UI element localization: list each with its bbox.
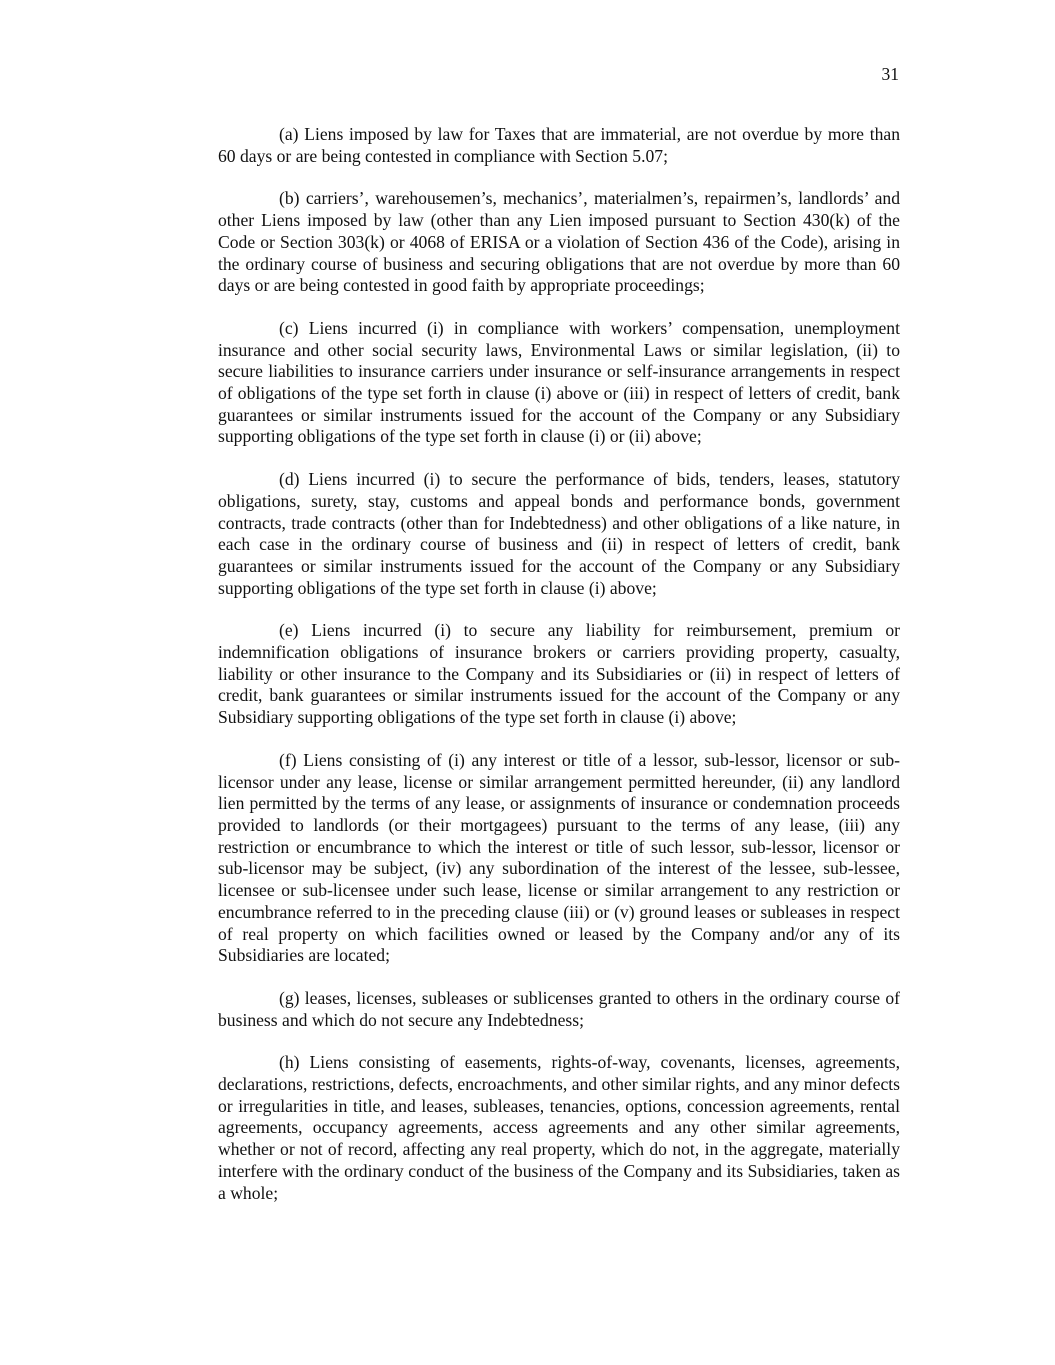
clause-f: (f) Liens consisting of (i) any interest or title of a lessor, sub-lessor, licensor or sub-licensor under any lease, license or similar arrangement permitted hereunder, (ii) any landlord lien permitted by the terms of any lease, or assignments of insurance or condemnation proceeds provided to landlords (or their mortgagees) pursuant to the terms of any lease, (iii) any restriction or encumbrance to which the interest or title of such lessor, sub-lessor, licensor or sub-licensor may be subject, (iv) any subordination of the interest of the lessee, sub-lessee, licensee or sub-licensee under such lease, license or similar arrangement to any restriction or encumbrance referred to in the preceding clause (iii) or (v) ground leases or subleases in respect of real property on which facilities owned or leased by the Company and/or any of its Subsidiaries are located; xyxy=(218,749,900,966)
clause-h: (h) Liens consisting of easements, rights-of-way, covenants, licenses, agreements, declarations, restrictions, defects, encroachments, and other similar rights, and any minor defects or irregularities in title, and leases, subleases, tenancies, options, concession agreements, rental agreements, occupancy agreements, access agreements and any other similar agreements, whether or not of record, affecting any real property, which do not, in the aggregate, materially interfere with the ordinary conduct of the business of the Company and its Subsidiaries, taken as a whole; xyxy=(218,1052,901,1203)
page-number: 31 xyxy=(881,64,899,84)
clause-a: (a) Liens imposed by law for Taxes that are immaterial, are not overdue by more than 60 days or are being contested in compliance with Section 5.07; xyxy=(218,124,900,166)
clause-d: (d) Liens incurred (i) to secure the performance of bids, tenders, leases, statutory obligations, surety, stay, customs and appeal bonds and performance bonds, government contracts, trade contracts (other than for Indebtedness) and other obligations of a like nature, in each case in the ordinary course of business and (ii) in respect of letters of credit, bank guarantees or similar instruments issued for the account of the Company or any Subsidiary supporting obligations of the type set forth in clause (i) above; xyxy=(218,469,900,598)
clause-c: (c) Liens incurred (i) in compliance with workers’ compensation, unemployment insurance and other social security laws, Environmental Laws or similar legislation, (ii) to secure liabilities to insurance carriers under insurance or self-insurance arrangements in respect of obligations of the type set forth in clause (i) above or (iii) in respect of letters of credit, bank guarantees or similar instruments issued for the account of the Company or any Subsidiary supporting obligations of the type set forth in clause (i) or (ii) above; xyxy=(218,317,900,447)
clause-g: (g) leases, licenses, subleases or sublicenses granted to others in the ordinary course of business and which do not secure any Indebtedness; xyxy=(218,987,900,1030)
clause-list xyxy=(218,124,900,1204)
clause-e: (e) Liens incurred (i) to secure any liability for reimbursement, premium or indemnification obligations of insurance brokers or carriers providing property, casualty, liability or other insurance to the Company and its Subsidiaries or (ii) in respect of letters of credit, bank guarantees or similar instruments issued for the account of the Company or any Subsidiary supporting obligations of the type set forth in clause (i) above; xyxy=(218,620,900,728)
clause-b: (b) carriers’, warehousemen’s, mechanics’, materialmen’s, repairmen’s, landlords’ and other Liens imposed by law (other than any Lien imposed pursuant to Section 430(k) of the Code or Section 303(k) or 4068 of ERISA or a violation of Section 436 of the Code), arising in the ordinary course of business and securing obligations that are not overdue by more than 60 days or are being contested in good faith by appropriate proceedings; xyxy=(218,188,900,296)
